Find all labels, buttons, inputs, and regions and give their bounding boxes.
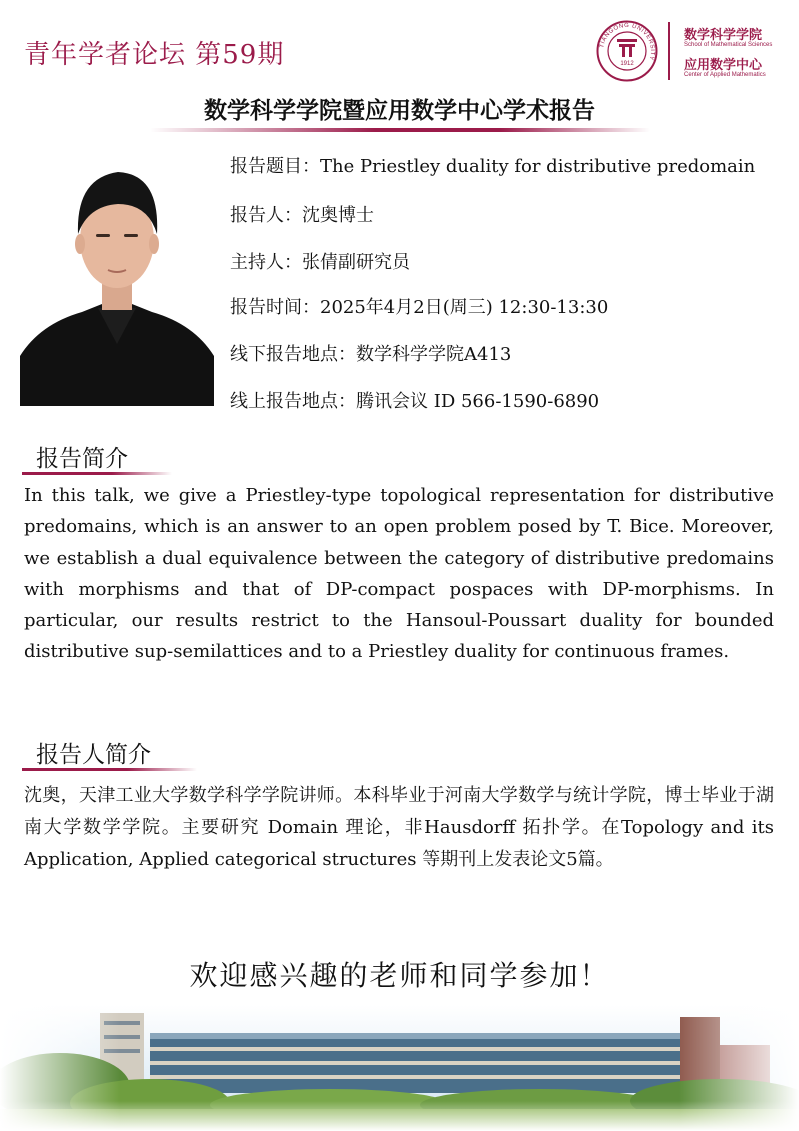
speaker-photo (20, 148, 214, 406)
abstract-text: In this talk, we give a Priestley-type topological representation for distributive predomains, which is an answer to an open problem posed by T. Bice. Moreover, we establish a dual equivalence between the category of distributive predomains with morphisms and that of DP-compact pospaces with DP-morphisms. In particular, our results restrict to the Hansoul-Poussart duality for bounded distributive sup-semilattices and to a Priestley duality for continuous frames. (24, 485, 774, 663)
school-name-en: School of Mathematical Sciences (684, 42, 773, 48)
school-name-cn: 数学科学学院 (684, 28, 763, 43)
center-name-cn: 应用数学中心 (684, 58, 763, 73)
logo-year: 1912 (620, 61, 634, 67)
host-name: 主持人：张倩副研究员 (230, 252, 410, 273)
headline-underline (150, 128, 650, 132)
logo-divider (668, 22, 670, 80)
university-logo (596, 20, 658, 82)
online-location: 线上报告地点：腾讯会议 ID 566-1590-6890 (230, 391, 600, 412)
forum-title: 青年学者论坛 第59期 (24, 40, 285, 70)
offline-location: 线下报告地点：数学科学学院A413 (230, 344, 512, 365)
speaker-name: 报告人：沈奥博士 (230, 205, 374, 226)
center-name-en: Center of Applied Mathematics (684, 72, 766, 78)
page-headline: 数学科学学院暨应用数学中心学术报告 (204, 97, 595, 124)
abstract-heading: 报告简介 (36, 446, 128, 472)
bio-text: 沈奥，天津工业大学数学科学学院讲师。本科毕业于河南大学数学与统计学院，博士毕业于湖南大学数学学院。主要研究 Domain 理论，非Hausdorff 拓扑学。在Topology and its Application, Applied categorical structures 等期刊上发表论文5篇。 (24, 785, 774, 870)
bio-heading: 报告人简介 (36, 742, 151, 768)
talk-time: 报告时间：2025年4月2日(周三) 12:30-13:30 (230, 297, 609, 318)
welcome-message: 欢迎感兴趣的老师和同学参加！ (189, 959, 610, 992)
abstract-heading-underline (22, 472, 172, 475)
logo-ring-text: TIANGONG UNIVERSITY (599, 22, 656, 62)
talk-title: 报告题目：The Priestley duality for distributive predomain (230, 156, 756, 177)
bio-heading-underline (22, 768, 197, 771)
campus-banner-image (0, 1005, 799, 1131)
